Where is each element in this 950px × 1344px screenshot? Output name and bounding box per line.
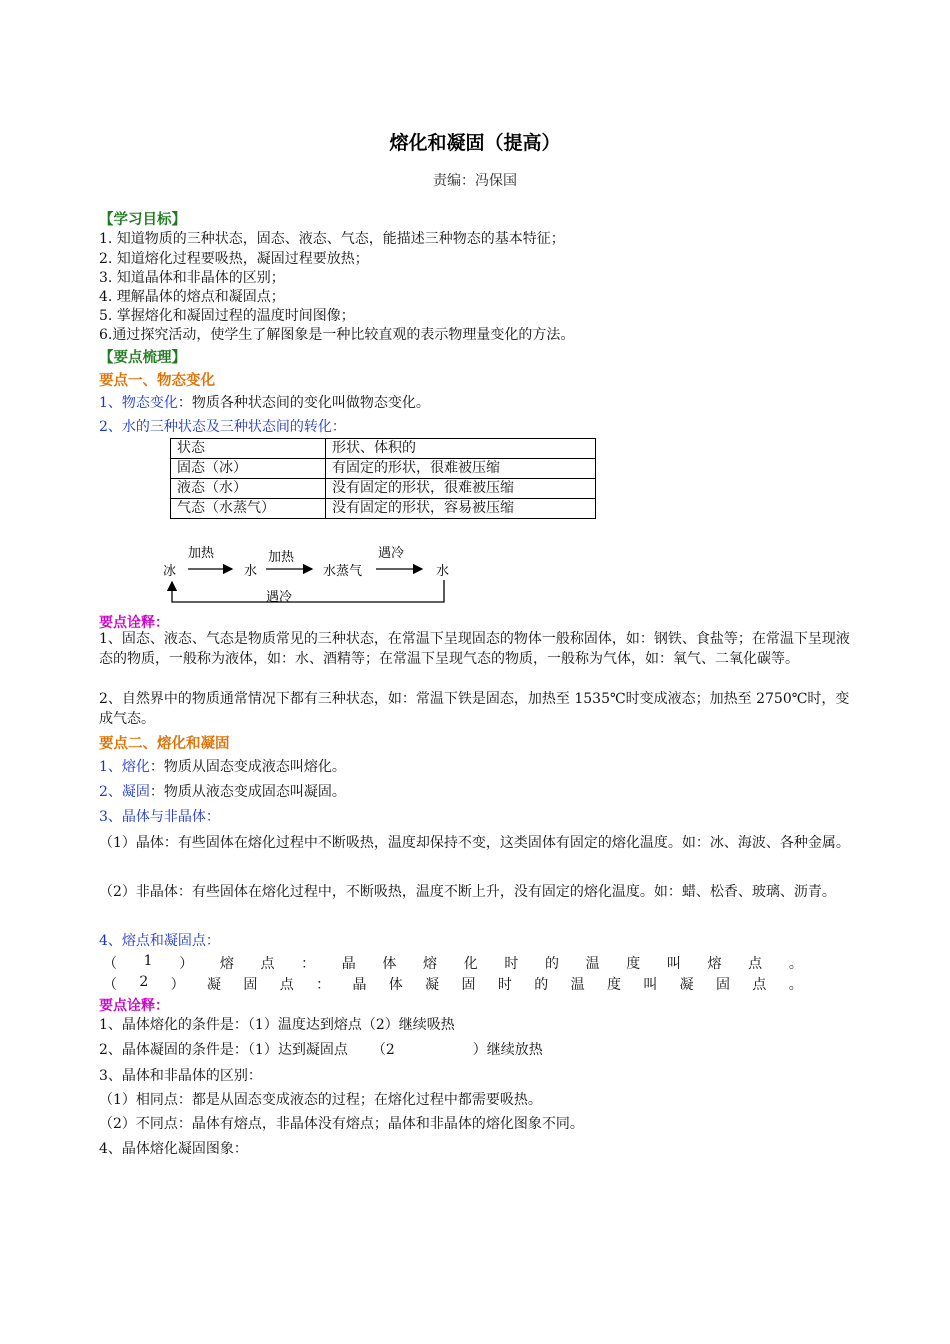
point1-note2: 2、自然界中的物质通常情况下都有三种状态，如：常温下铁是固态，加热至 1535℃时变成液态；加热至 2750℃时，变成气态。: [99, 691, 850, 727]
mp-char: 体: [382, 956, 397, 972]
fp-char: 度: [606, 977, 621, 993]
melt-definition: [99, 757, 346, 777]
fp-char: 固: [716, 977, 731, 993]
mp-char: 时: [504, 956, 519, 972]
point2-notes-heading: 要点诠释：: [99, 998, 169, 1014]
fp-char: 晶: [352, 977, 367, 993]
fp-char: 凝: [207, 977, 221, 993]
editor-credit: 责编：冯保国: [433, 173, 517, 189]
fp-char: 点: [752, 977, 767, 993]
mp-char: 温: [585, 956, 600, 972]
fp-char: 凝: [425, 977, 440, 993]
state-transition-diagram: [160, 540, 460, 610]
definition-text: ：物质从固态变成液态叫熔化。: [149, 759, 346, 775]
goal-item: 6.通过探究活动，使学生了解图象是一种比较直观的表示物理量变化的方法。: [99, 327, 575, 343]
mp-char: 。: [788, 956, 803, 972]
fp-char: 。: [788, 977, 803, 993]
mp-char: 叫: [666, 956, 681, 972]
fp-char: ）: [170, 977, 185, 993]
label-ice: 冰: [163, 564, 177, 579]
goal-item: 5. 掌握熔化和凝固过程的温度时间图像；: [99, 308, 355, 324]
note-melt-condition: 1、晶体熔化的条件是：（1）温度达到熔点（2）继续吸热: [99, 1017, 455, 1033]
item-number: 1、: [99, 395, 122, 411]
table-cell: 液态（水）: [171, 479, 326, 499]
note-part: （2: [371, 1042, 395, 1058]
item-number: 2、: [99, 784, 122, 800]
mp-char: ）: [179, 956, 194, 972]
table-row: [171, 499, 596, 519]
fp-char: 固: [243, 977, 258, 993]
fp-char: 的: [534, 977, 549, 993]
table-cell: 有固定的形状，很难被压缩: [326, 459, 596, 479]
note-graph-heading: 4、晶体熔化凝固图象：: [99, 1141, 248, 1157]
fp-char: 温: [570, 977, 585, 993]
definition-text: ：物质各种状态间的变化叫做物态变化。: [177, 395, 430, 411]
points-heading: 4、熔点和凝固点：: [99, 933, 220, 949]
melting-point-definition: [103, 953, 803, 973]
note-difference: （2）不同点：晶体有熔点，非晶体没有熔点；晶体和非晶体的熔化图象不同。: [99, 1116, 584, 1132]
mp-char: 点: [260, 956, 275, 972]
point1-item1: [99, 393, 430, 413]
goals-heading: 【学习目标】: [99, 212, 186, 228]
label-cool: 遇冷: [266, 590, 293, 605]
table-row: [171, 479, 596, 499]
mp-char: 熔: [707, 956, 722, 972]
table-cell: 固态（冰）: [171, 459, 326, 479]
fp-char: 叫: [643, 977, 658, 993]
mp-char: 点: [748, 956, 763, 972]
label-water: 水: [436, 564, 450, 579]
crystal-heading: 3、晶体与非晶体：: [99, 809, 220, 825]
mp-char: 晶: [341, 956, 356, 972]
label-vapor: 水蒸气: [323, 564, 363, 579]
fp-char: （: [103, 977, 117, 993]
table-header-row: [171, 439, 596, 459]
mp-char: 的: [544, 956, 559, 972]
fp-char: 凝: [679, 977, 694, 993]
table-row: [171, 459, 596, 479]
fp-char: 体: [388, 977, 403, 993]
note-solidify-condition: [99, 1040, 543, 1060]
label-heat: 加热: [268, 550, 295, 565]
mp-char: （: [103, 956, 117, 972]
note-part: 2、晶体凝固的条件是：（1）达到凝固点: [99, 1042, 348, 1058]
freezing-point-definition: [103, 974, 803, 994]
table-cell: 没有固定的形状，很难被压缩: [326, 479, 596, 499]
states-table: [170, 438, 596, 519]
goal-item: 3. 知道晶体和非晶体的区别；: [99, 270, 285, 286]
term-state-change: 物态变化: [121, 395, 178, 411]
mp-char: 熔: [219, 956, 234, 972]
item-number: 1、: [99, 759, 122, 775]
crystal-text: （1）晶体：有些固体在熔化过程中不断吸热，温度却保持不变，这类固体有固定的熔化温度。如：冰、海波、各种金属。: [99, 835, 850, 851]
definition-text: ：物质从液态变成固态叫凝固。: [149, 784, 346, 800]
note-part: ）继续放热: [472, 1042, 543, 1058]
table-header: 状态: [171, 439, 326, 459]
mp-char: 熔: [423, 956, 438, 972]
fp-char: 时: [497, 977, 512, 993]
summary-heading: 【要点梳理】: [99, 350, 186, 366]
table-cell: 没有固定的形状，容易被压缩: [326, 499, 596, 519]
label-water: 水: [244, 564, 258, 579]
noncrystal-text: （2）非晶体：有些固体在熔化过程中，不断吸热，温度不断上升，没有固定的熔化温度。如：蜡、松香、玻璃、沥青。: [99, 884, 836, 900]
page-title: 熔化和凝固（提高）: [389, 132, 561, 154]
goal-item: 1. 知道物质的三种状态，固态、液态、气态，能描述三种物态的基本特征；: [99, 231, 565, 247]
label-cool: 遇冷: [378, 546, 405, 561]
point1-notes-heading: 要点诠释：: [99, 615, 169, 631]
mp-char: ：: [301, 956, 316, 972]
note-difference-heading: 3、晶体和非晶体的区别：: [99, 1068, 262, 1084]
note-similarity: （1）相同点：都是从固态变成液态的过程；在熔化过程中都需要吸热。: [99, 1092, 542, 1108]
goal-item: 4. 理解晶体的熔点和凝固点；: [99, 289, 285, 305]
goal-item: 2. 知道熔化过程要吸热，凝固过程要放热；: [99, 251, 369, 267]
fp-char: 点: [279, 977, 294, 993]
mp-char: 1: [143, 953, 153, 969]
point1-item2: 2、水的三种状态及三种状态间的转化：: [99, 419, 346, 435]
term-melting: 熔化: [121, 759, 150, 775]
mp-char: 度: [626, 956, 641, 972]
point1-note1: 1、固态、液态、气态是物质常见的三种状态，在常温下呈现固态的物体一般称固体，如：钢铁、食盐等；在常温下呈现液态的物质，一般称为液体，如：水、酒精等；在常温下呈现气态的物质，一般称为气体，如：氧气、二氧化碳等。: [99, 631, 850, 667]
fp-char: 2: [139, 974, 149, 990]
fp-char: 固: [461, 977, 476, 993]
solidify-definition: [99, 782, 346, 802]
arrow-water-back-to-ice: [172, 580, 444, 602]
mp-char: 化: [463, 956, 478, 972]
point2-heading: 要点二、熔化和凝固: [99, 736, 230, 752]
table-cell: 气态（水蒸气）: [171, 499, 326, 519]
point1-heading: 要点一、物态变化: [99, 373, 215, 389]
label-heat: 加热: [188, 546, 215, 561]
term-solidification: 凝固: [121, 784, 150, 800]
table-header: 形状、体积的: [326, 439, 596, 459]
fp-char: ：: [316, 977, 331, 993]
